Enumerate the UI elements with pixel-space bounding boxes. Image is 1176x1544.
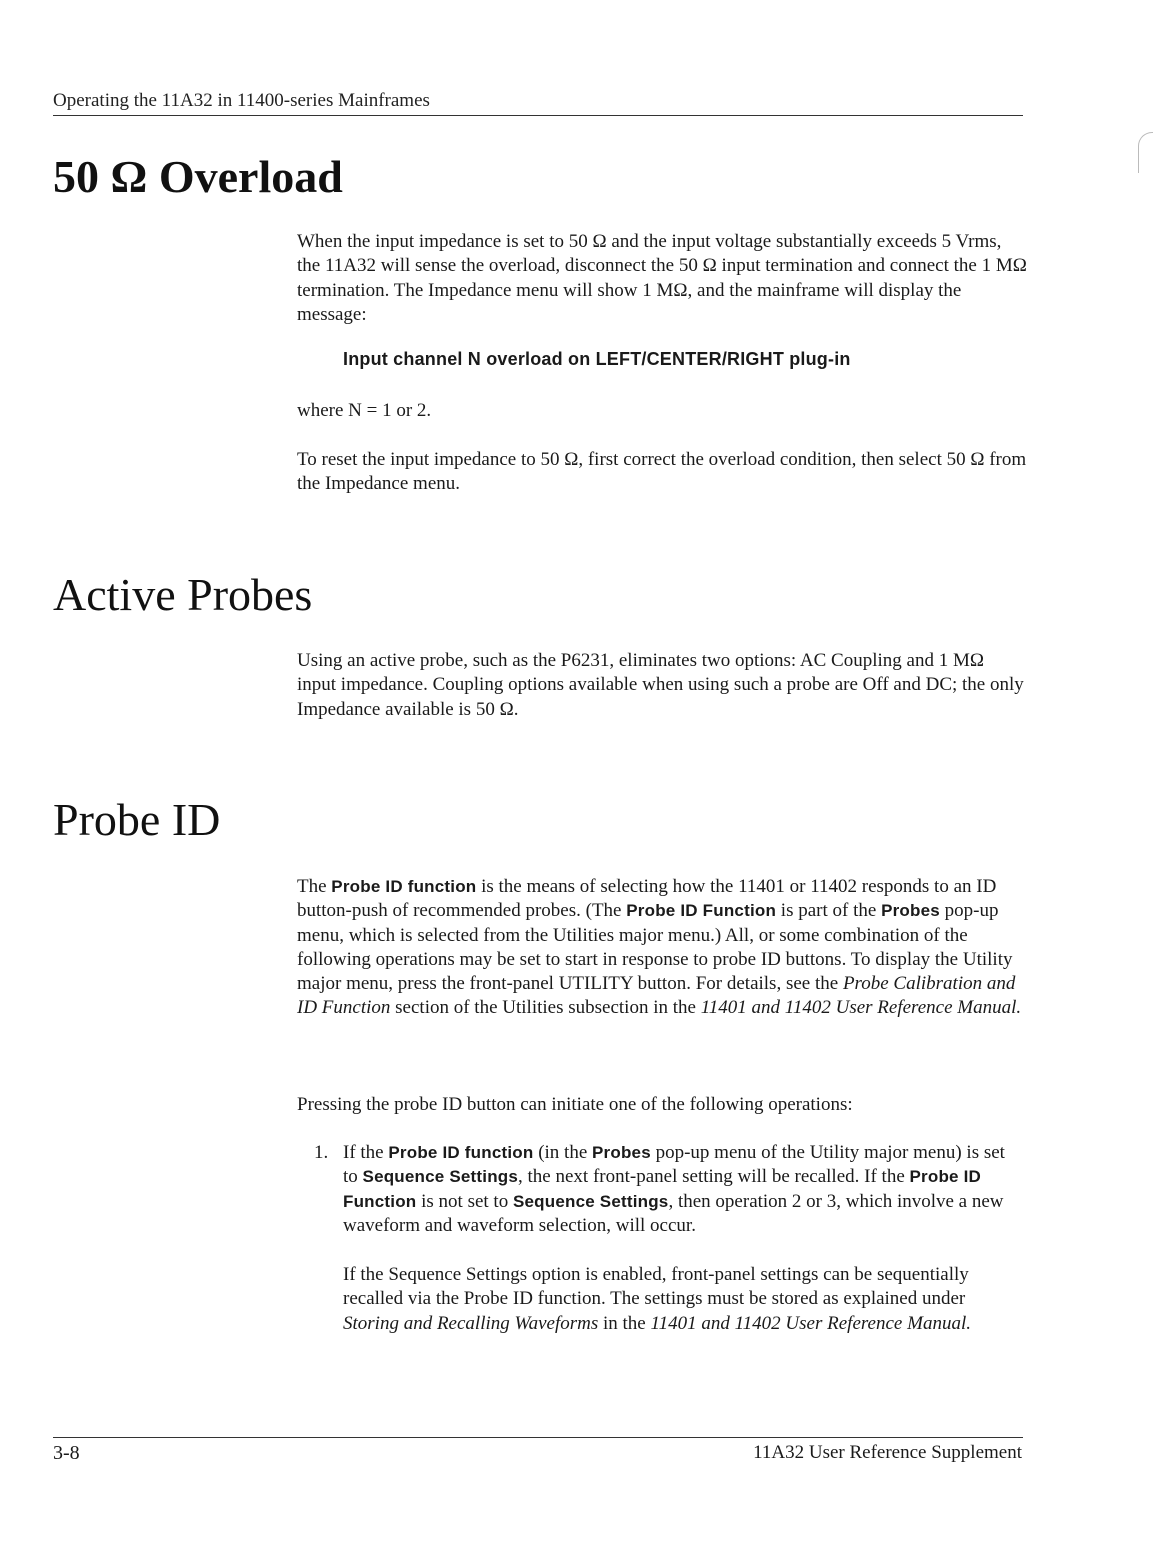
section-heading-active-probes: Active Probes bbox=[53, 569, 313, 620]
overload-p1-text: When the input impedance is set to 50 Ω and the input voltage substantially exceeds 5 Vrms, the 11A32 will sense the overload, disconnect the 50 Ω input termination and connect the 1 MΩ termination. The Impedance menu will show 1 MΩ, and the mainframe will display the message: bbox=[297, 231, 1027, 325]
overload-p3-text: To reset the input impedance to 50 Ω, first correct the overload condition, then select 50 Ω from the Impedance menu. bbox=[297, 449, 1027, 495]
section-heading-probe-id: Probe ID bbox=[53, 794, 221, 845]
text-run: pop-up menu of the Utility major menu) is set to bbox=[343, 1142, 1005, 1188]
ui-term: Probe ID function bbox=[331, 877, 477, 896]
text-run: If the Sequence Settings option is enabled, front-panel settings can be sequentially recalled via the Probe ID function. The settings must be stored as explained under bbox=[343, 1264, 969, 1310]
ui-term: Probes bbox=[592, 1143, 651, 1162]
footer-rule bbox=[53, 1437, 1023, 1438]
text-run: is the means of selecting how the 11401 or 11402 responds to an ID button-push of recommended probes. (The bbox=[297, 876, 997, 922]
ui-term: Sequence Settings bbox=[512, 1191, 669, 1211]
ui-term: Probe ID Function bbox=[343, 1167, 982, 1211]
ui-term: Probes bbox=[881, 901, 940, 921]
manual-title: 11401 and 11402 User Reference Manual. bbox=[650, 1312, 971, 1334]
overload-paragraph-2 bbox=[297, 399, 1027, 423]
text-run: is part of the bbox=[776, 900, 882, 922]
probe-id-paragraph-2 bbox=[297, 1093, 1027, 1117]
text-run: If the bbox=[343, 1142, 389, 1163]
overload-paragraph-1 bbox=[297, 230, 1027, 327]
active-probes-p1-text: Using an active probe, such as the P6231, eliminates two options: AC Coupling and 1 MΩ input impedance. Coupling options available when using such a probe are Off and DC; the only Impedance available is 50 Ω. bbox=[297, 650, 1024, 720]
text-run: (in the bbox=[533, 1142, 593, 1163]
manual-section-title: Probe Calibration and ID Function bbox=[297, 973, 1016, 1019]
text-run: , then operation 2 or 3, which involve a new waveform and waveform selection, will occur. bbox=[343, 1190, 1004, 1236]
text-run: , the next front-panel setting will be recalled. If the bbox=[518, 1166, 910, 1188]
text-run: The bbox=[297, 876, 332, 897]
scan-corner-mark bbox=[1138, 132, 1153, 173]
overload-paragraph-3 bbox=[297, 448, 1027, 497]
footer-title: 11A32 User Reference Supplement bbox=[753, 1442, 1022, 1463]
list-item bbox=[314, 1141, 1024, 1336]
text-run: pop-up menu, which is selected from the Utilities major menu.) All, or some combination of the following operations may be set to start in response to probe ID buttons. To display the Utility major menu, press the front-panel UTILITY button. For details, see the bbox=[297, 900, 1013, 995]
probe-id-p1-text bbox=[297, 875, 1027, 1021]
page-number: 3-8 bbox=[53, 1442, 80, 1464]
list-item-number: 1. bbox=[314, 1142, 329, 1163]
text-run: section of the Utilities subsection in the bbox=[390, 997, 701, 1019]
probe-id-p2-text: Pressing the probe ID button can initiate one of the following operations: bbox=[297, 1094, 853, 1115]
text-run: is not set to bbox=[416, 1190, 513, 1212]
section-heading-overload: 50 Ω Overload bbox=[53, 151, 343, 202]
text-run: in the bbox=[598, 1312, 651, 1334]
overload-p2-text: where N = 1 or 2. bbox=[297, 400, 432, 421]
manual-title: 11401 and 11402 User Reference Manual. bbox=[700, 997, 1022, 1019]
running-head: Operating the 11A32 in 11400-series Mainframes bbox=[53, 90, 1023, 116]
ui-term: Sequence Settings bbox=[362, 1167, 519, 1187]
overload-message: Input channel N overload on LEFT/CENTER/RIGHT plug-in bbox=[343, 349, 851, 369]
ui-term: Probe ID Function bbox=[626, 901, 777, 921]
probe-id-paragraph-1 bbox=[297, 875, 1027, 1021]
ui-term: Probe ID function bbox=[388, 1143, 534, 1162]
active-probes-paragraph bbox=[297, 649, 1027, 722]
list-item-continuation bbox=[343, 1263, 1024, 1336]
list-item-text bbox=[343, 1141, 1024, 1238]
manual-section-title: Storing and Recalling Waveforms bbox=[343, 1312, 599, 1334]
